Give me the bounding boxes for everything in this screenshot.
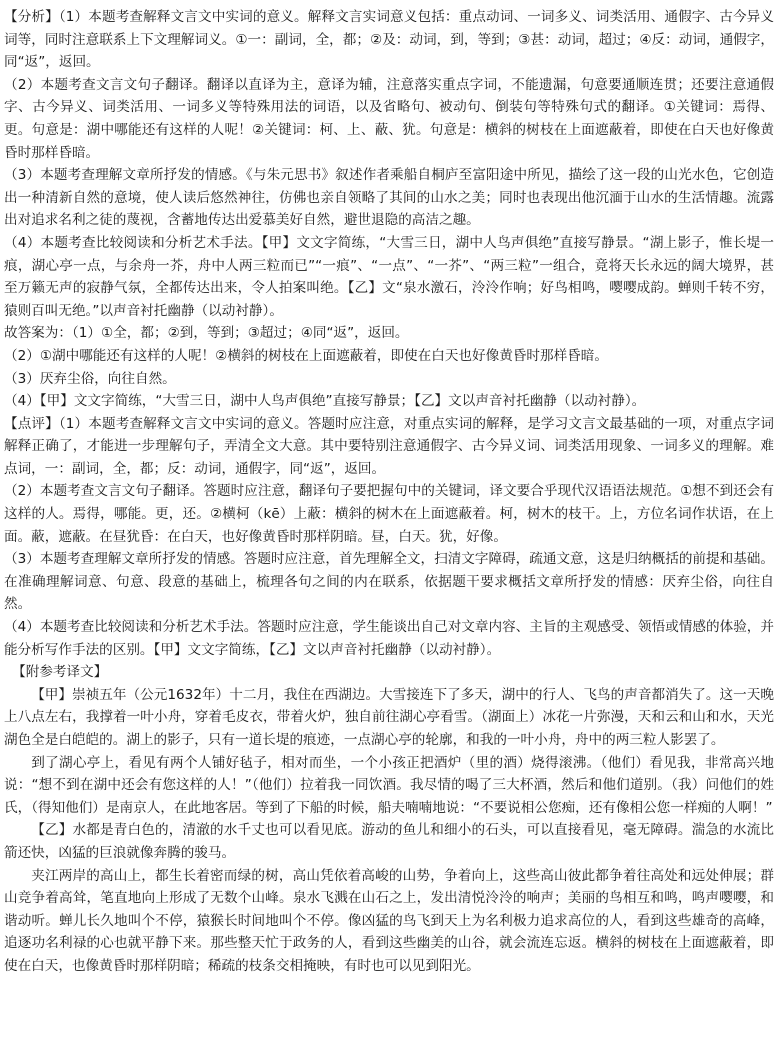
- comment-part-2: （2）本题考查文言文句子翻译。答题时应注意，翻译句子要把握句中的关键词，译文要合乎现代汉语语法规范。①想不到还会有这样的人。焉得，哪能。更，还。②横柯（kē）上蔽：横斜的树木在上面遮蔽着。柯，树木的枝干。上，方位名词作状语，在上面。蔽，遮蔽。在昼犹昏：在白天，也好像黄昏时那样阴暗。昼，白天。犹，好像。: [4, 483, 774, 545]
- translation-yi-1: 【乙】水都是青白色的，清澈的水千丈也可以看见底。游动的鱼儿和细小的石头，可以直接看见，毫无障碍。湍急的水流比箭还快，凶猛的巨浪就像奔腾的骏马。: [4, 822, 774, 861]
- answer-part-2: （2）①湖中哪能还有这样的人呢！②横斜的树枝在上面遮蔽着，即使在白天也好像黄昏时那样昏暗。: [4, 347, 608, 364]
- analysis-part-2: （2）本题考查文言文句子翻译。翻译以直译为主，意译为辅，注意落实重点字词，不能遗漏，句意要通顺连贯；还要注意通假字、古今异义、词类活用、一词多义等特殊用法的词语，以及省略句、被动句、倒装句等特殊句式的翻译。①关键词：焉得、更。句意是：湖中哪能还有这样的人呢！②关键词：柯、上、蔽、犹。句意是：横斜的树枝在上面遮蔽着，即使在白天也好像黄昏时那样昏暗。: [4, 76, 774, 161]
- answer-part-3: （3）厌弃尘俗，向往自然。: [4, 370, 176, 387]
- comment-part-3: （3）本题考查理解文章所抒发的情感。答题时应注意，首先理解全文，扫清文字障碍，疏通文意，这是归纳概括的前提和基础。在准确理解词意、句意、段意的基础上，梳理各句之间的内在联系，依据题干要求概括文章所抒发的情感：厌弃尘俗，向往自然。: [4, 551, 774, 613]
- translation-yi-2: 夹江两岸的高山上，都生长着密而绿的树，高山凭依着高峻的山势，争着向上，这些高山彼此都争着往高处和远处伸展；群山竞争着高耸，笔直地向上形成了无数个山峰。泉水飞溅在山石之上，发出清悦泠泠的响声；美丽的鸟相互和鸣，鸣声嘤嘤，和谐动听。蝉儿长久地叫个不停，猿猴长时间地叫个不停。像凶猛的鸟飞到天上为名利极力追求高位的人，看到这些雄奇的高峰，追逐功名利禄的心也就平静下来。那些整天忙于政务的人，看到这些幽美的山谷，就会流连忘返。横斜的树枝在上面遮蔽着，即使在白天，也像黄昏时那样阴暗；稀疏的枝条交相掩映，有时也可以见到阳光。: [4, 867, 774, 974]
- analysis-part-4: （4）本题考查比较阅读和分析艺术手法。【甲】文文字简练，“大雪三日，湖中人鸟声俱绝”直接写静景。“湖上影子，惟长堤一痕，湖心亭一点，与余舟一芥，舟中人两三粒而已”“一痕”、“一点”、“一芥”、“两三粒”一组合，竟将天长永远的阔大境界，甚至万籁无声的寂静气氛，全都传达出来，令人拍案叫绝。【乙】文“泉水激石，泠泠作响；好鸟相鸣，嘤嘤成韵。蝉则千转不穷，猿则百叫无绝。”以声音衬托幽静（以动衬静）。: [4, 234, 774, 319]
- analysis-part-3: （3）本题考查理解文章所抒发的情感。《与朱元思书》叙述作者乘船自桐庐至富阳途中所见，描绘了这一段的山光水色，它创造出一种清新自然的意境，使人读后悠然神往，仿佛也亲自领略了其间的山水之美；同时也表现出他沉湎于山水的生活情趣。流露出对追求名利之徒的蔑视，含蓄地传达出爱慕美好自然，避世退隐的高洁之趣。: [4, 167, 774, 229]
- reference-heading: 【附参考译文】: [12, 664, 108, 681]
- translation-jia-1: 【甲】崇祯五年（公元1632年）十二月，我住在西湖边。大雪接连下了多天，湖中的行人、飞鸟的声音都消失了。这一天晚上八点左右，我撑着一叶小舟，穿着毛皮衣，带着火炉，独自前往湖心亭看雪。（湖面上）冰花一片弥漫，天和云和山和水，天光湖色全是白皑皑的。湖上的影子，只有一道长堤的痕迹，一点湖心亭的轮廓，和我的一叶小舟，舟中的两三粒人影罢了。: [4, 686, 774, 748]
- translation-jia-2: 到了湖心亭上，看见有两个人铺好毡子，相对而坐，一个小孩正把酒炉（里的酒）烧得滚沸。（他们）看见我，非常高兴地说：“想不到在湖中还会有您这样的人！”（他们）拉着我一同饮酒。我尽情的喝了三大杯酒，然后和他们道别。（我）问他们的姓氏，（得知他们）是南京人，在此地客居。等到了下船的时候，船夫喃喃地说：“不要说相公您痴，还有像相公您一样痴的人啊！”: [4, 754, 774, 816]
- comment-part-4: （4）本题考查比较阅读和分析艺术手法。答题时应注意，学生能谈出自己对文章内容、主旨的主观感受、领悟或情感的体验，并能分析写作手法的区别。【甲】文文字简练，【乙】文以声音衬托幽静（以动衬静）。: [4, 619, 774, 658]
- answer-part-4: （4）【甲】文文字简练，“大雪三日，湖中人鸟声俱绝”直接写静景；【乙】文以声音衬托幽静（以动衬静）。: [4, 393, 646, 410]
- answer-part-1: 故答案为：（1）①全，都；②到，等到；③超过；④同“返”，返回。: [4, 325, 409, 342]
- analysis-part-1: 【分析】（1）本题考查解释文言文中实词的意义。解释文言实词意义包括：重点动词、一词多义、词类活用、通假字、古今异义词等，同时注意联系上下文理解词义。①一：副词，全，都；②及：动词，到，等到；③甚：动词，超过；④反：动词，通假字，同“返”，返回。: [4, 9, 774, 71]
- comment-part-1: 【点评】（1）本题考查解释文言文中实词的意义。答题时应注意，对重点实词的解释，是学习文言文最基础的一项，对重点字词解释正确了，才能进一步理解句子，弄清全文大意。其中要特别注意通假字、古今异义词、词类活用现象、一词多义的理解。难点词，一：副词，全，都；反：动词，通假字，同“返”，返回。: [4, 415, 774, 477]
